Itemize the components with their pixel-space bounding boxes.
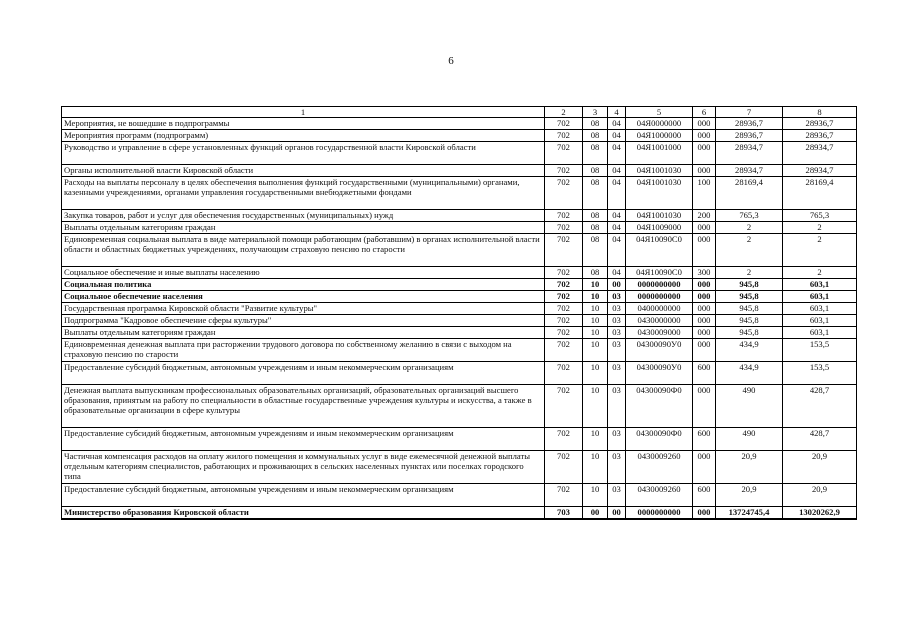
ministry-code: 702 (545, 291, 583, 303)
expense-type-code: 000 (693, 339, 716, 362)
table-row (62, 327, 857, 339)
column-header: 6 (693, 107, 716, 118)
table-row (62, 451, 857, 484)
budget-table-body (62, 107, 857, 520)
section-code: 08 (583, 142, 608, 165)
ministry-code: 702 (545, 267, 583, 279)
amount-year-2: 13020262,9 (783, 507, 857, 520)
amount-year-2: 20,9 (783, 451, 857, 484)
table-row (62, 234, 857, 267)
amount-year-1: 490 (716, 385, 783, 428)
expense-type-code: 000 (693, 507, 716, 520)
table-row (62, 142, 857, 165)
ministry-code: 702 (545, 279, 583, 291)
subsection-code: 03 (608, 291, 626, 303)
row-description: Социальная политика (62, 279, 545, 291)
ministry-code: 703 (545, 507, 583, 520)
row-description: Органы исполнительной власти Кировской области (62, 165, 545, 177)
row-description: Единовременная денежная выплата при расторжении трудового договора по собственному желанию в связи с выходом на страховую пенсию по старости (62, 339, 545, 362)
amount-year-1: 945,8 (716, 279, 783, 291)
amount-year-2: 28936,7 (783, 118, 857, 130)
target-article-code: 04Я10090С0 (626, 267, 693, 279)
amount-year-1: 434,9 (716, 362, 783, 385)
row-description: Мероприятия программ (подпрограмм) (62, 130, 545, 142)
ministry-code: 702 (545, 451, 583, 484)
row-description: Подпрограмма "Кадровое обеспечение сферы культуры" (62, 315, 545, 327)
ministry-code: 702 (545, 315, 583, 327)
row-description: Мероприятия, не вошедшие в подпрограммы (62, 118, 545, 130)
row-description: Социальное обеспечение и иные выплаты населению (62, 267, 545, 279)
row-description: Выплаты отдельным категориям граждан (62, 222, 545, 234)
subsection-code: 03 (608, 303, 626, 315)
row-description: Расходы на выплаты персоналу в целях обеспечения выполнения функций государственными (муниципальными) органами, казенными учреждениями, органами управления государственными внебюджетными фондами (62, 177, 545, 210)
row-description: Выплаты отдельным категориям граждан (62, 327, 545, 339)
row-description: Предоставление субсидий бюджетным, автономным учреждениям и иным некоммерческим организациям (62, 362, 545, 385)
target-article-code: 04Я0000000 (626, 118, 693, 130)
target-article-code: 04Я10090С0 (626, 234, 693, 267)
amount-year-2: 765,3 (783, 210, 857, 222)
table-row (62, 339, 857, 362)
subsection-code: 04 (608, 130, 626, 142)
row-description: Руководство и управление в сфере установленных функций органов государственной власти Кировской области (62, 142, 545, 165)
ministry-code: 702 (545, 165, 583, 177)
page-number: 6 (448, 55, 454, 67)
amount-year-2: 603,1 (783, 327, 857, 339)
table-row (62, 303, 857, 315)
amount-year-2: 428,7 (783, 428, 857, 451)
subsection-code: 04 (608, 222, 626, 234)
subsection-code: 03 (608, 315, 626, 327)
ministry-code: 702 (545, 303, 583, 315)
ministry-code: 702 (545, 177, 583, 210)
row-description: Денежная выплата выпускникам профессиональных образовательных организаций, образовательных организаций высшего образования, принятым на работу по специальности в областные государственные учреждения культуры и искусства, а также в образовательные организации в сфере культуры (62, 385, 545, 428)
target-article-code: 0400000000 (626, 303, 693, 315)
expense-type-code: 200 (693, 210, 716, 222)
amount-year-2: 28936,7 (783, 130, 857, 142)
target-article-code: 0000000000 (626, 291, 693, 303)
section-code: 08 (583, 177, 608, 210)
ministry-code: 702 (545, 130, 583, 142)
table-row (62, 385, 857, 428)
amount-year-2: 428,7 (783, 385, 857, 428)
section-code: 10 (583, 385, 608, 428)
amount-year-2: 153,5 (783, 339, 857, 362)
subsection-code: 00 (608, 507, 626, 520)
expense-type-code: 000 (693, 315, 716, 327)
table-row (62, 177, 857, 210)
expense-type-code: 000 (693, 130, 716, 142)
section-code: 10 (583, 291, 608, 303)
ministry-code: 702 (545, 428, 583, 451)
target-article-code: 04Я1001000 (626, 142, 693, 165)
ministry-code: 702 (545, 339, 583, 362)
target-article-code: 04Я1001030 (626, 177, 693, 210)
amount-year-1: 765,3 (716, 210, 783, 222)
expense-type-code: 000 (693, 327, 716, 339)
table-row (62, 484, 857, 507)
target-article-code: 04300090Ф0 (626, 385, 693, 428)
subsection-code: 03 (608, 428, 626, 451)
expense-type-code: 000 (693, 118, 716, 130)
target-article-code: 04300090Ф0 (626, 428, 693, 451)
target-article-code: 0430009260 (626, 451, 693, 484)
subsection-code: 03 (608, 385, 626, 428)
subsection-code: 04 (608, 177, 626, 210)
subsection-code: 03 (608, 451, 626, 484)
amount-year-1: 434,9 (716, 339, 783, 362)
subsection-code: 03 (608, 327, 626, 339)
subsection-code: 04 (608, 142, 626, 165)
expense-type-code: 600 (693, 362, 716, 385)
row-description: Закупка товаров, работ и услуг для обеспечения государственных (муниципальных) нужд (62, 210, 545, 222)
subsection-code: 04 (608, 210, 626, 222)
table-row (62, 362, 857, 385)
section-code: 10 (583, 428, 608, 451)
target-article-code: 04300090У0 (626, 339, 693, 362)
amount-year-1: 28169,4 (716, 177, 783, 210)
amount-year-2: 603,1 (783, 315, 857, 327)
ministry-code: 702 (545, 327, 583, 339)
amount-year-1: 2 (716, 267, 783, 279)
section-code: 10 (583, 339, 608, 362)
amount-year-2: 2 (783, 222, 857, 234)
ministry-code: 702 (545, 118, 583, 130)
amount-year-1: 945,8 (716, 291, 783, 303)
subsection-code: 03 (608, 362, 626, 385)
amount-year-2: 28934,7 (783, 142, 857, 165)
target-article-code: 04Я1009000 (626, 222, 693, 234)
table-row (62, 315, 857, 327)
expense-type-code: 000 (693, 451, 716, 484)
amount-year-2: 28934,7 (783, 165, 857, 177)
section-code: 08 (583, 234, 608, 267)
expense-type-code: 300 (693, 267, 716, 279)
amount-year-1: 945,8 (716, 327, 783, 339)
amount-year-1: 28936,7 (716, 130, 783, 142)
row-description: Государственная программа Кировской области "Развитие культуры" (62, 303, 545, 315)
section-code: 10 (583, 315, 608, 327)
column-header: 3 (583, 107, 608, 118)
amount-year-2: 603,1 (783, 303, 857, 315)
ministry-code: 702 (545, 234, 583, 267)
amount-year-1: 2 (716, 234, 783, 267)
row-description: Предоставление субсидий бюджетным, автономным учреждениям и иным некоммерческим организациям (62, 484, 545, 507)
column-header: 1 (62, 107, 545, 118)
amount-year-2: 603,1 (783, 279, 857, 291)
ministry-code: 702 (545, 222, 583, 234)
section-code: 08 (583, 118, 608, 130)
row-description: Социальное обеспечение населения (62, 291, 545, 303)
amount-year-1: 945,8 (716, 303, 783, 315)
amount-year-2: 2 (783, 234, 857, 267)
table-row (62, 507, 857, 520)
column-header: 8 (783, 107, 857, 118)
table-row (62, 267, 857, 279)
ministry-code: 702 (545, 142, 583, 165)
budget-table (61, 106, 857, 520)
row-description: Единовременная социальная выплата в виде материальной помощи работающим (работавшим) в органах исполнительной власти области и областных бюджетных учреждениях, получающим страховую пенсию по старости (62, 234, 545, 267)
amount-year-1: 28934,7 (716, 142, 783, 165)
amount-year-2: 20,9 (783, 484, 857, 507)
row-description: Предоставление субсидий бюджетным, автономным учреждениям и иным некоммерческим организациям (62, 428, 545, 451)
expense-type-code: 000 (693, 385, 716, 428)
subsection-code: 04 (608, 118, 626, 130)
amount-year-2: 153,5 (783, 362, 857, 385)
ministry-code: 702 (545, 484, 583, 507)
column-header: 4 (608, 107, 626, 118)
section-code: 10 (583, 451, 608, 484)
amount-year-2: 2 (783, 267, 857, 279)
amount-year-1: 20,9 (716, 451, 783, 484)
expense-type-code: 000 (693, 222, 716, 234)
target-article-code: 04Я1001030 (626, 210, 693, 222)
table-header-row (62, 107, 857, 118)
section-code: 10 (583, 484, 608, 507)
target-article-code: 0430009260 (626, 484, 693, 507)
subsection-code: 04 (608, 165, 626, 177)
table-row (62, 130, 857, 142)
row-description: Частичная компенсация расходов на оплату жилого помещения и коммунальных услуг в виде ежемесячной денежной выплаты отдельным категориям специалистов, работающих и проживающих в сельских населенных пунктах или поселках городского типа (62, 451, 545, 484)
section-code: 08 (583, 165, 608, 177)
table-row (62, 222, 857, 234)
table-row (62, 118, 857, 130)
amount-year-1: 490 (716, 428, 783, 451)
expense-type-code: 000 (693, 234, 716, 267)
table-row (62, 291, 857, 303)
subsection-code: 03 (608, 339, 626, 362)
subsection-code: 04 (608, 267, 626, 279)
section-code: 10 (583, 362, 608, 385)
section-code: 00 (583, 507, 608, 520)
section-code: 10 (583, 303, 608, 315)
ministry-code: 702 (545, 210, 583, 222)
expense-type-code: 100 (693, 177, 716, 210)
expense-type-code: 000 (693, 142, 716, 165)
column-header: 5 (626, 107, 693, 118)
table-row (62, 165, 857, 177)
subsection-code: 00 (608, 279, 626, 291)
expense-type-code: 000 (693, 165, 716, 177)
expense-type-code: 600 (693, 428, 716, 451)
amount-year-1: 2 (716, 222, 783, 234)
target-article-code: 04Я1001030 (626, 165, 693, 177)
table-row (62, 279, 857, 291)
column-header: 2 (545, 107, 583, 118)
amount-year-1: 20,9 (716, 484, 783, 507)
section-code: 08 (583, 210, 608, 222)
table-row (62, 210, 857, 222)
amount-year-1: 28936,7 (716, 118, 783, 130)
expense-type-code: 000 (693, 291, 716, 303)
amount-year-2: 28169,4 (783, 177, 857, 210)
target-article-code: 0430000000 (626, 315, 693, 327)
row-description: Министерство образования Кировской области (62, 507, 545, 520)
section-code: 08 (583, 267, 608, 279)
section-code: 10 (583, 279, 608, 291)
expense-type-code: 600 (693, 484, 716, 507)
subsection-code: 03 (608, 484, 626, 507)
target-article-code: 04300090У0 (626, 362, 693, 385)
subsection-code: 04 (608, 234, 626, 267)
target-article-code: 0000000000 (626, 507, 693, 520)
ministry-code: 702 (545, 385, 583, 428)
amount-year-1: 945,8 (716, 315, 783, 327)
section-code: 08 (583, 130, 608, 142)
target-article-code: 0000000000 (626, 279, 693, 291)
expense-type-code: 000 (693, 303, 716, 315)
column-header: 7 (716, 107, 783, 118)
target-article-code: 0430009000 (626, 327, 693, 339)
section-code: 08 (583, 222, 608, 234)
target-article-code: 04Я1000000 (626, 130, 693, 142)
amount-year-1: 28934,7 (716, 165, 783, 177)
amount-year-1: 13724745,4 (716, 507, 783, 520)
table-row (62, 428, 857, 451)
amount-year-2: 603,1 (783, 291, 857, 303)
ministry-code: 702 (545, 362, 583, 385)
section-code: 10 (583, 327, 608, 339)
expense-type-code: 000 (693, 279, 716, 291)
